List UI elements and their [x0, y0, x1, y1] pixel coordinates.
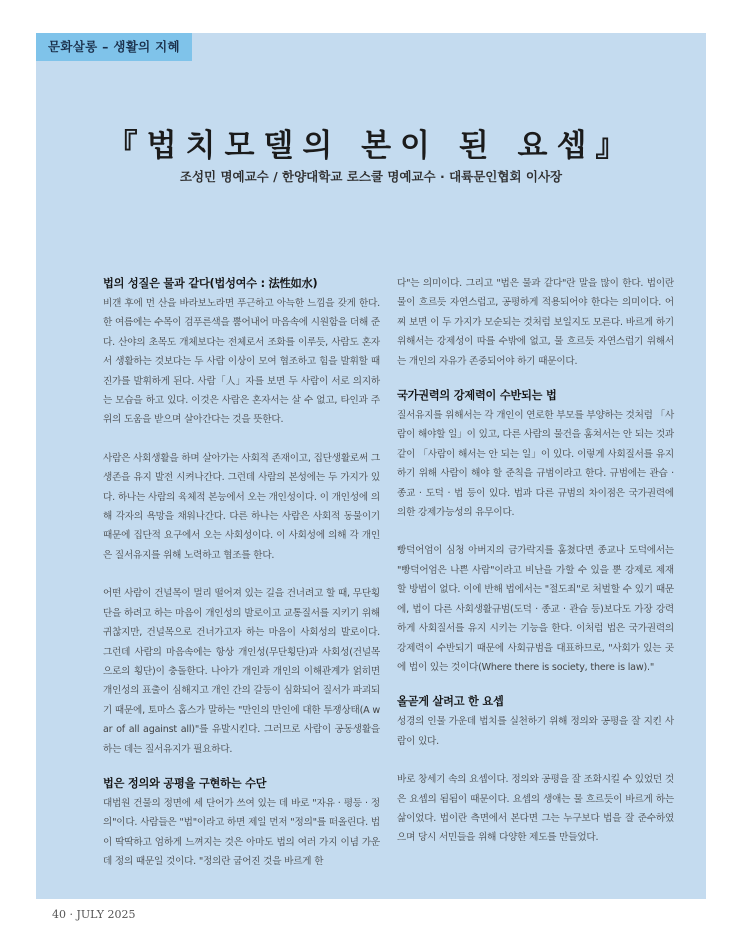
paragraph: 어떤 사람이 건널목이 멀리 떨어져 있는 길을 건너려고 할 때, 무단횡단을 하려고 하는 마음이 개인성의 발로이고 교통질서를 지키기 위해 귀찮지만, 건널목으로 건너가고자 하는 마음이 사회성의 발로이다. 그런데 사람의 마음속에는 항상 개인성(무단횡단)과 사회성(건널목으로의 횡단)이 충돌한다. 나아가 개인과 개인의 이해관계가 얽히면 개인성의 표출이 심해지고 개인 간의 갈등이 심화되어 질서가 파괴되기 때문에, 토마스 홉스가 말하는 "만인의 만인에 대한 투쟁상태(A war of all against all)"를 유발시킨다. 그러므로 사람이 공동생활을 하는 데는 질서유지가 필요하다. [103, 588, 380, 755]
paragraph: 빵덕어엄이 심청 아버지의 금가락지를 훔쳤다면 종교나 도덕에서는 "빵덕어엄은 나쁜 사람"이라고 비난을 가할 수 있을 뿐 강제로 제재할 방법이 없다. 이에 반해 법에서는 "절도죄"로 처벌할 수 있기 때문에, 법이 다른 사회생활규범(도덕 · 종교 · 관습 등)보다도 가장 강력하게 사회질서를 유지 시키는 기능을 한다. 이처럼 법은 국가권력의 강제력이 수반되기 때문에 사회규범을 대표하므로, "사회가 있는 곳에 법이 있는 것이다(Where there is society, there is law)." [397, 545, 674, 673]
paragraph: 사람은 사회생활을 하며 살아가는 사회적 존재이고, 집단생활로써 그 생존을 유지 발전 시켜나간다. 그런데 사람의 본성에는 두 가지가 있다. 하나는 사람의 육체적 본능에서 오는 개인성이다. 이 개인성에 의해 각자의 욕망을 채워나간다. 다른 하나는 사람은 사회적 동물이기 때문에 집단적 요구에서 오는 사회성이다. 이 사회성에 의해 각 개인은 질서유지를 위해 노력하고 협조를 한다. [103, 452, 380, 561]
article-author: 조성민 명예교수 / 한양대학교 로스쿨 명예교수 · 대륙문인협회 이사장 [179, 169, 563, 184]
paragraph: 다"는 의미이다. 그리고 "법은 물과 같다"란 말을 많이 한다. 법이란 물이 흐르듯 자연스럽고, 공평하게 적용되어야 한다는 의미이다. 어찌 보면 이 두 가지가 모순되는 것처럼 보일지도 모른다. 바르게 하기 위해서는 강제성이 따를 수밖에 없고, 물 흐르듯 자연스럽기 위해서는 개인의 자유가 존중되어야 하기 때문이다. [397, 278, 674, 367]
section-tag: 문화살롱 – 생활의 지혜 [36, 33, 192, 61]
subheading: 법의 성질은 물과 같다(법성여수 : 法性如水) [103, 277, 318, 290]
paragraph: 바로 창세기 속의 요셉이다. 정의와 공평을 잘 조화시킬 수 있었던 것은 요셉의 됨됨이 때문이다. 요셉의 생애는 물 흐르듯이 바르게 하는 삶이었다. 법이란 측면에서 본다면 그는 누구보다 법을 잘 준수하였으며 당시 서민들을 위해 다양한 제도를 만들었다. [397, 774, 674, 844]
subheading: 올곧게 살려고 한 요셉 [397, 695, 504, 709]
paragraph: 질서유지를 위해서는 각 개인이 연로한 부모를 부양하는 것처럼 「사람이 해야할 일」이 있고, 다른 사람의 물건을 훔쳐서는 안 되는 것과 같이 「사람이 해서는 안 되는 일」이 있다. 이렇게 사회질서를 유지하기 위해 사람이 해야 할 준칙을 규범이라고 한다. 규범에는 관습 · 종교 · 도덕 · 법 등이 있다. 법과 다른 규범의 차이점은 국가권력에 의한 강제가능성의 유무이다. [397, 410, 675, 519]
paragraph: 대법원 건물의 정면에 세 단어가 쓰여 있는 데 바로 "자유 · 평등 · 정의"이다. 사람들은 "법"이라고 하면 제일 먼저 "정의"를 떠올린다. 법이 딱딱하고 엄하게 느껴지는 것은 아마도 법의 여러 가지 이념 가운데 정의 때문일 것이다. "정의란 굽어진 것을 바르게 한 [103, 797, 380, 868]
right-column [397, 274, 674, 848]
subheading: 국가권력의 강제력이 수반되는 법 [397, 389, 557, 403]
page-folio: 40 · JULY 2025 [52, 908, 136, 921]
article-title: 『법치모델의 본이 된 요셉』 [106, 128, 636, 164]
paragraph: 비갠 후에 먼 산을 바라보노라면 푸근하고 아늑한 느낌을 갖게 한다. 한 여름에는 수목이 검푸른색을 뿜어내어 마음속에 시원함을 더해 준다. 산야의 초목도 개체보다는 전체로서 조화를 이루듯, 사람도 혼자서 생활하는 것보다는 두 사람 이상이 모여 협조하고 힘을 발휘할 때 진가를 발휘하게 된다. 사람「人」자를 보면 두 사람이 서로 의지하는 모습을 하고 있다. 이것은 사람은 혼자서는 살 수 없고, 타인과 주위의 도움을 받으며 살아간다는 것을 뜻한다. [103, 298, 380, 426]
subheading: 법은 정의와 공평을 구현하는 수단 [103, 776, 267, 790]
paragraph: 성경의 인물 가운데 법치를 실천하기 위해 정의와 공평을 잘 지킨 사람이 있다. [397, 716, 674, 747]
left-column [103, 274, 380, 872]
